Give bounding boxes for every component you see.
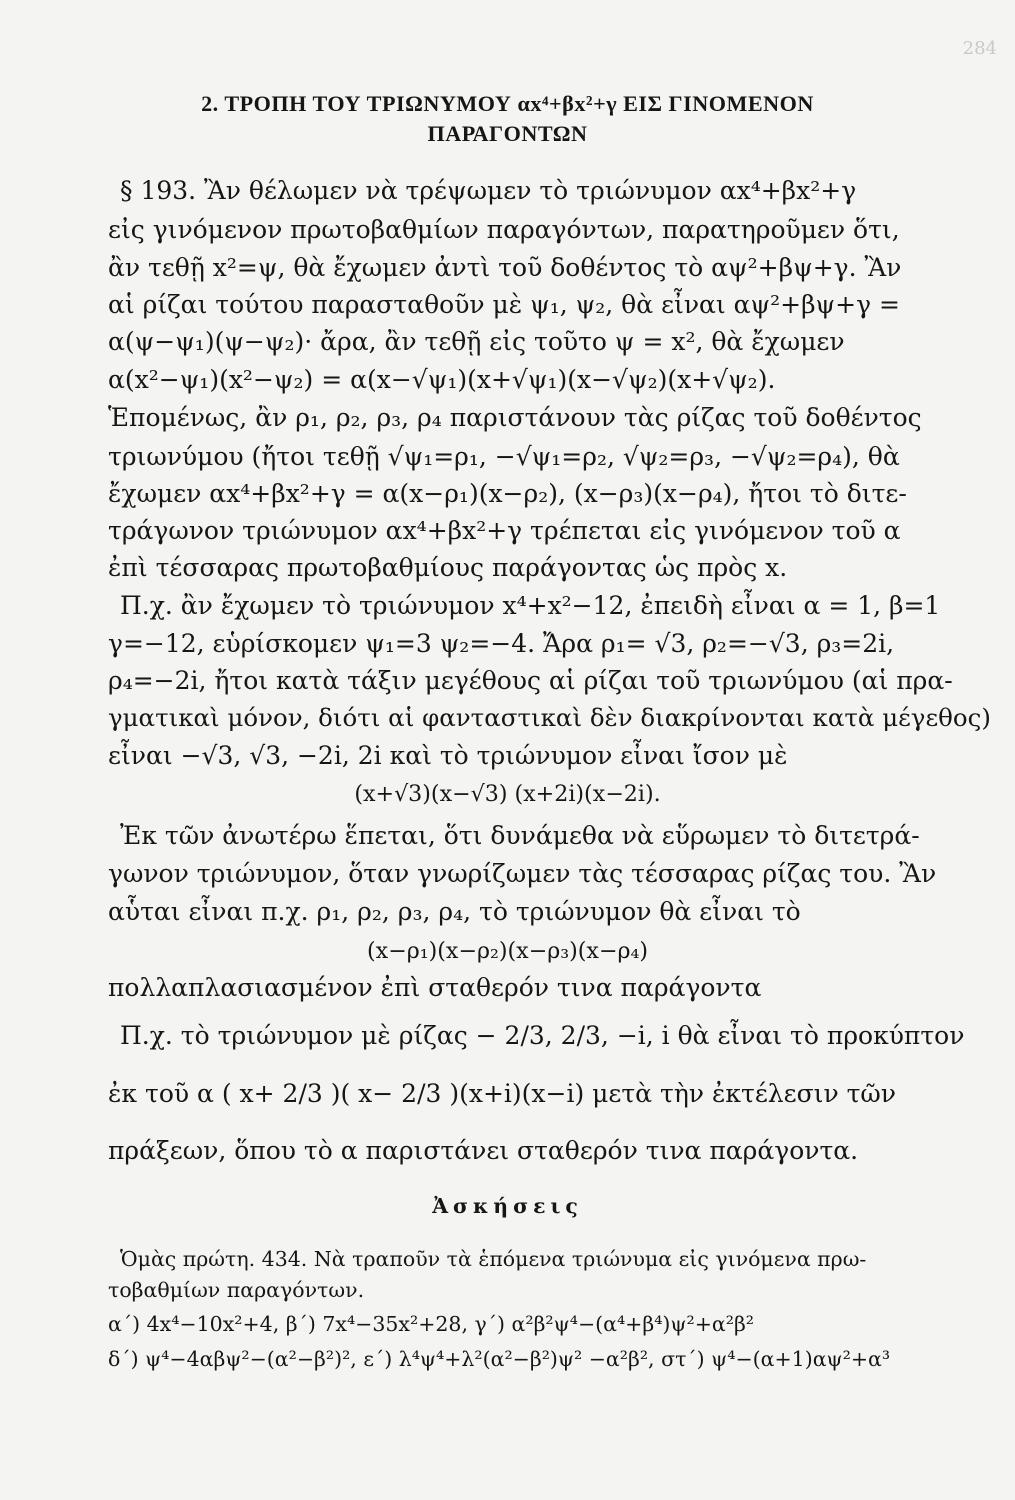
section-heading-line-2: ΠΑΡΑΓΟΝΤΩΝ <box>427 121 588 146</box>
text-line: γωνον τριώνυμον, ὅταν γνωρίζωμεν τὰς τέσσαρας ρίζας του. Ἂν <box>108 859 937 888</box>
text-line: § 193. Ἂν θέλωμεν νὰ τρέψωμεν τὸ τριώνυμον αx⁴+βx²+γ <box>120 176 857 205</box>
section-heading-line-1: 2. ΤΡΟΠΗ ΤΟΥ ΤΡΙΩΝΥΜΟΥ αx⁴+βx²+γ ΕΙΣ ΓΙΝΟΜΕΝΟΝ <box>201 91 814 116</box>
formula-line: ἐκ τοῦ α ( x+ 2/3 )( x− 2/3 )(x+i)(x−i) μετὰ τὴν ἐκτέλεσιν τῶν <box>108 1079 897 1108</box>
formula-line: (x+√3)(x−√3) (x+2i)(x−2i). <box>354 781 661 807</box>
text-line: πολλαπλασιασμένον ἐπὶ σταθερόν τινα παράγοντα <box>108 973 762 1002</box>
text-line: ρ₄=−2i, ἤτοι κατὰ τάξιν μεγέθους αἱ ρίζαι τοῦ τριωνύμου (αἱ πρα- <box>108 666 953 695</box>
text-line: πράξεων, ὅπου τὸ α παριστάνει σταθερόν τινα παράγοντα. <box>108 1136 859 1165</box>
text-line: Π.χ. τὸ τριώνυμον μὲ ρίζας − 2/3, 2/3, −i, i θὰ εἶναι τὸ προκύπτον <box>120 1021 965 1050</box>
text-line: εἰς γινόμενον πρωτοβαθμίων παραγόντων, παρατηροῦμεν ὅτι, <box>108 215 900 244</box>
formula-line: α(x²−ψ₁)(x²−ψ₂) = α(x−√ψ₁)(x+√ψ₁)(x−√ψ₂)(x+√ψ₂). <box>108 365 776 394</box>
text-line: ἐπὶ τέσσαρας πρωτοβαθμίους παράγοντας ὡς πρὸς x. <box>108 553 788 582</box>
exercise-line: Ὁμὰς πρώτη. 434. Νὰ τραποῦν τὰ ἑπόμενα τριώνυμα εἰς γινόμενα πρω- <box>120 1247 867 1271</box>
text-line: τριωνύμου (ἤτοι τεθῇ √ψ₁=ρ₁, −√ψ₁=ρ₂, √ψ₂=ρ₃, −√ψ₂=ρ₄), θὰ <box>108 442 900 471</box>
exercise-line: τοβαθμίων παραγόντων. <box>108 1278 365 1302</box>
text-line: αἱ ρίζαι τούτου παρασταθοῦν μὲ ψ₁, ψ₂, θὰ εἶναι αψ²+βψ+γ = <box>108 290 900 319</box>
page-number: 284 <box>962 38 997 59</box>
text-line: γματικαὶ μόνον, διότι αἱ φανταστικαὶ δὲν διακρίνονται κατὰ μέγεθος) <box>108 703 991 732</box>
text-line: Ἐκ τῶν ἀνωτέρω ἕπεται, ὅτι δυνάμεθα νὰ εὕρωμεν τὸ διτετρά- <box>120 821 920 850</box>
text-line: αὗται εἶναι π.χ. ρ₁, ρ₂, ρ₃, ρ₄, τὸ τριώνυμον θὰ εἶναι τὸ <box>108 897 801 926</box>
text-line: ἔχωμεν αx⁴+βx²+γ = α(x−ρ₁)(x−ρ₂), (x−ρ₃)(x−ρ₄), ἤτοι τὸ διτε- <box>108 479 907 508</box>
exercise-line: α΄) 4x⁴−10x²+4, β΄) 7x⁴−35x²+28, γ΄) α²β²ψ⁴−(α⁴+β⁴)ψ²+α²β² <box>108 1312 755 1336</box>
exercises-title: Ἀσκήσεις <box>432 1194 583 1218</box>
text-line: γ=−12, εὑρίσκομεν ψ₁=3 ψ₂=−4. Ἄρα ρ₁= √3, ρ₂=−√3, ρ₃=2i, <box>108 629 895 658</box>
exercise-line: δ΄) ψ⁴−4αβψ²−(α²−β²)², ε΄) λ⁴ψ⁴+λ²(α²−β²)ψ² −α²β², στ΄) ψ⁴−(α+1)αψ²+α³ <box>108 1347 891 1371</box>
formula-line: (x−ρ₁)(x−ρ₂)(x−ρ₃)(x−ρ₄) <box>366 938 649 964</box>
text-line: α(ψ−ψ₁)(ψ−ψ₂)· ἄρα, ἂν τεθῇ εἰς τοῦτο ψ = x², θὰ ἔχωμεν <box>108 327 845 356</box>
text-line: τράγωνον τριώνυμον αx⁴+βx²+γ τρέπεται εἰς γινόμενον τοῦ α <box>108 516 901 545</box>
text-line: Ἑπομένως, ἂν ρ₁, ρ₂, ρ₃, ρ₄ παριστάνουν τὰς ρίζας τοῦ δοθέντος <box>108 403 922 432</box>
text-line: ἂν τεθῇ x²=ψ, θὰ ἔχωμεν ἀντὶ τοῦ δοθέντος τὸ αψ²+βψ+γ. Ἂν <box>108 253 902 282</box>
text-line: εἶναι −√3, √3, −2i, 2i καὶ τὸ τριώνυμον εἶναι ἴσον μὲ <box>108 741 788 770</box>
text-line: Π.χ. ἂν ἔχωμεν τὸ τριώνυμον x⁴+x²−12, ἐπειδὴ εἶναι α = 1, β=1 <box>120 591 941 620</box>
